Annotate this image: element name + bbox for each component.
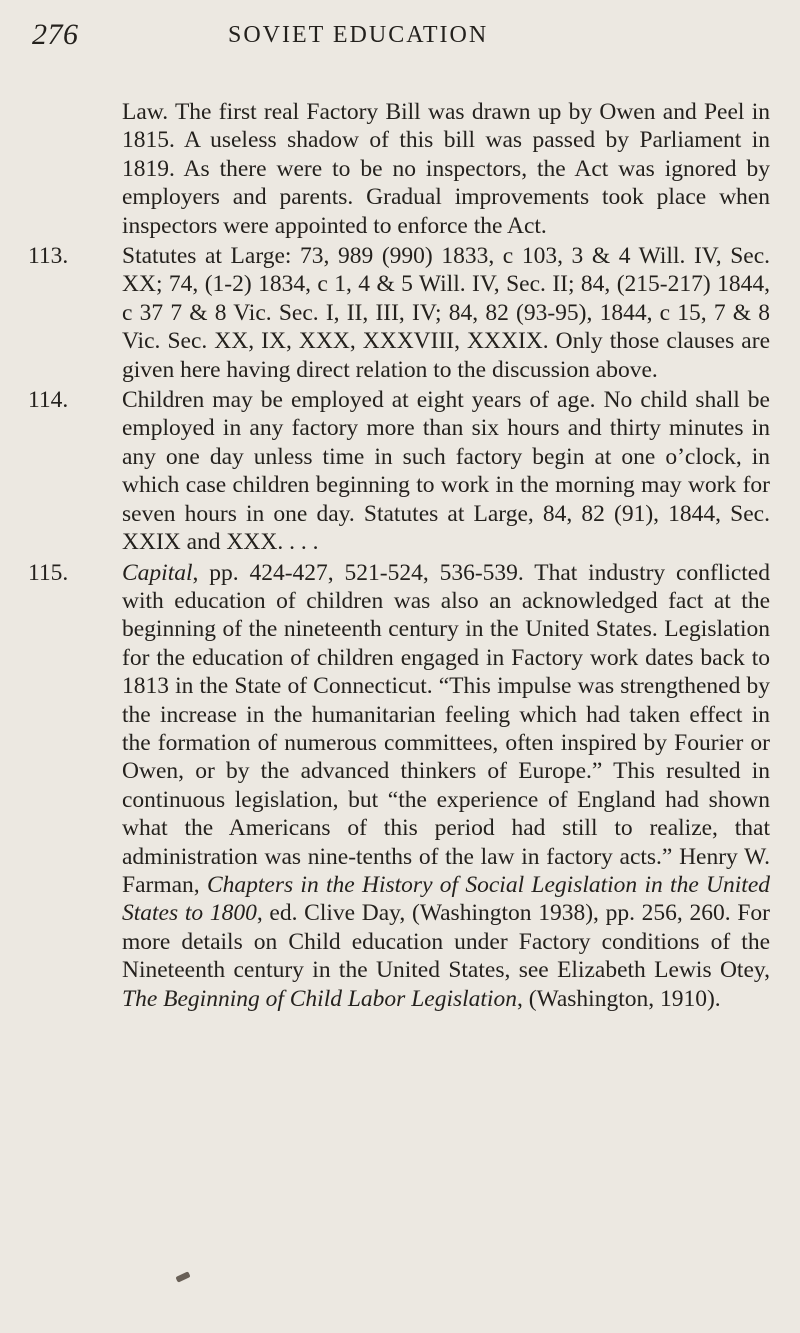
note-continuation xyxy=(28,98,770,240)
note-text: Statutes at Large: 73, 989 (990) 1833, c 103, 3 & 4 Will. IV, Sec. XX; 74, (1-2) 1834, c 1, 4 & 5 Will. IV, Sec. II; 84, (215-217) 1844, c 37 7 & 8 Vic. Sec. I, II, III, IV; 84, 82 (93-95), 1844, c 15, 7 & 8 Vic. Sec. XX, IX, XXX, XXXVIII, XXXIX. Only those clauses are given here having direct relation to the discussion above. xyxy=(122,243,770,383)
page-header xyxy=(32,6,772,66)
note-number: 115. xyxy=(28,559,69,586)
note-text: Children may be employed at eight years of age. No child shall be employed in any factory more than six hours and thirty minutes in any one day unless time in such factory begin at one o’clock, in which case children beginning to work in the morning may work for seven hours in one day. Statutes at Large, 84, 82 (91), 1844, Sec. XXIX and XXX. . . . xyxy=(122,387,770,556)
book-title-capital: Capital xyxy=(122,559,193,586)
book-title-child-labor: The Beginning of Child Labor Legislation xyxy=(122,985,517,1012)
endnotes xyxy=(28,98,770,1013)
running-head: SOVIET EDUCATION xyxy=(228,22,489,48)
note-number: 113. xyxy=(28,243,69,270)
page-number: 276 xyxy=(32,18,79,51)
note-text: , pp. 424-427, 521-524, 536-539. That industry conflicted with education of children was also an acknowledged fact at the beginning of the nineteenth century in the United States. Legislation for the education of children engaged in Factory work dates back to 1813 in the State of Connecticut. “This impulse was strengthened by the increase in the humanitarian feeling which had taken effect in the formation of numerous committees, often inspired by Fourier or Owen, or by the advanced thinkers of Europe.” This resulted in continuous legislation, but “the experience of England had shown what the Americans of this period had still to realize, that administration was nine-tenths of the law in factory acts.” Henry W. Farman, xyxy=(122,559,770,898)
note-114 xyxy=(28,386,770,556)
book-title-chapters: Chapters in the History of Social Legislation in the United States to 1800 xyxy=(122,871,771,927)
note-number: 114. xyxy=(28,387,69,414)
note-113 xyxy=(28,242,770,384)
ink-mark xyxy=(175,1271,190,1282)
note-text: , (Washington, 1910). xyxy=(516,985,721,1012)
note-115 xyxy=(28,559,770,1014)
note-text: Law. The first real Factory Bill was drawn up by Owen and Peel in 1815. A useless shadow of this bill was passed by Parliament in 1819. As there were to be no inspectors, the Act was ignored by employers and parents. Gradual improvements took place when inspectors were appointed to enforce the Act. xyxy=(122,99,770,239)
note-text: , ed. Clive Day, (Washington 1938), pp. 256, 260. For more details on Child education under Factory conditions of the Nineteenth century in the United States, see Elizabeth Lewis Otey, xyxy=(122,900,770,984)
